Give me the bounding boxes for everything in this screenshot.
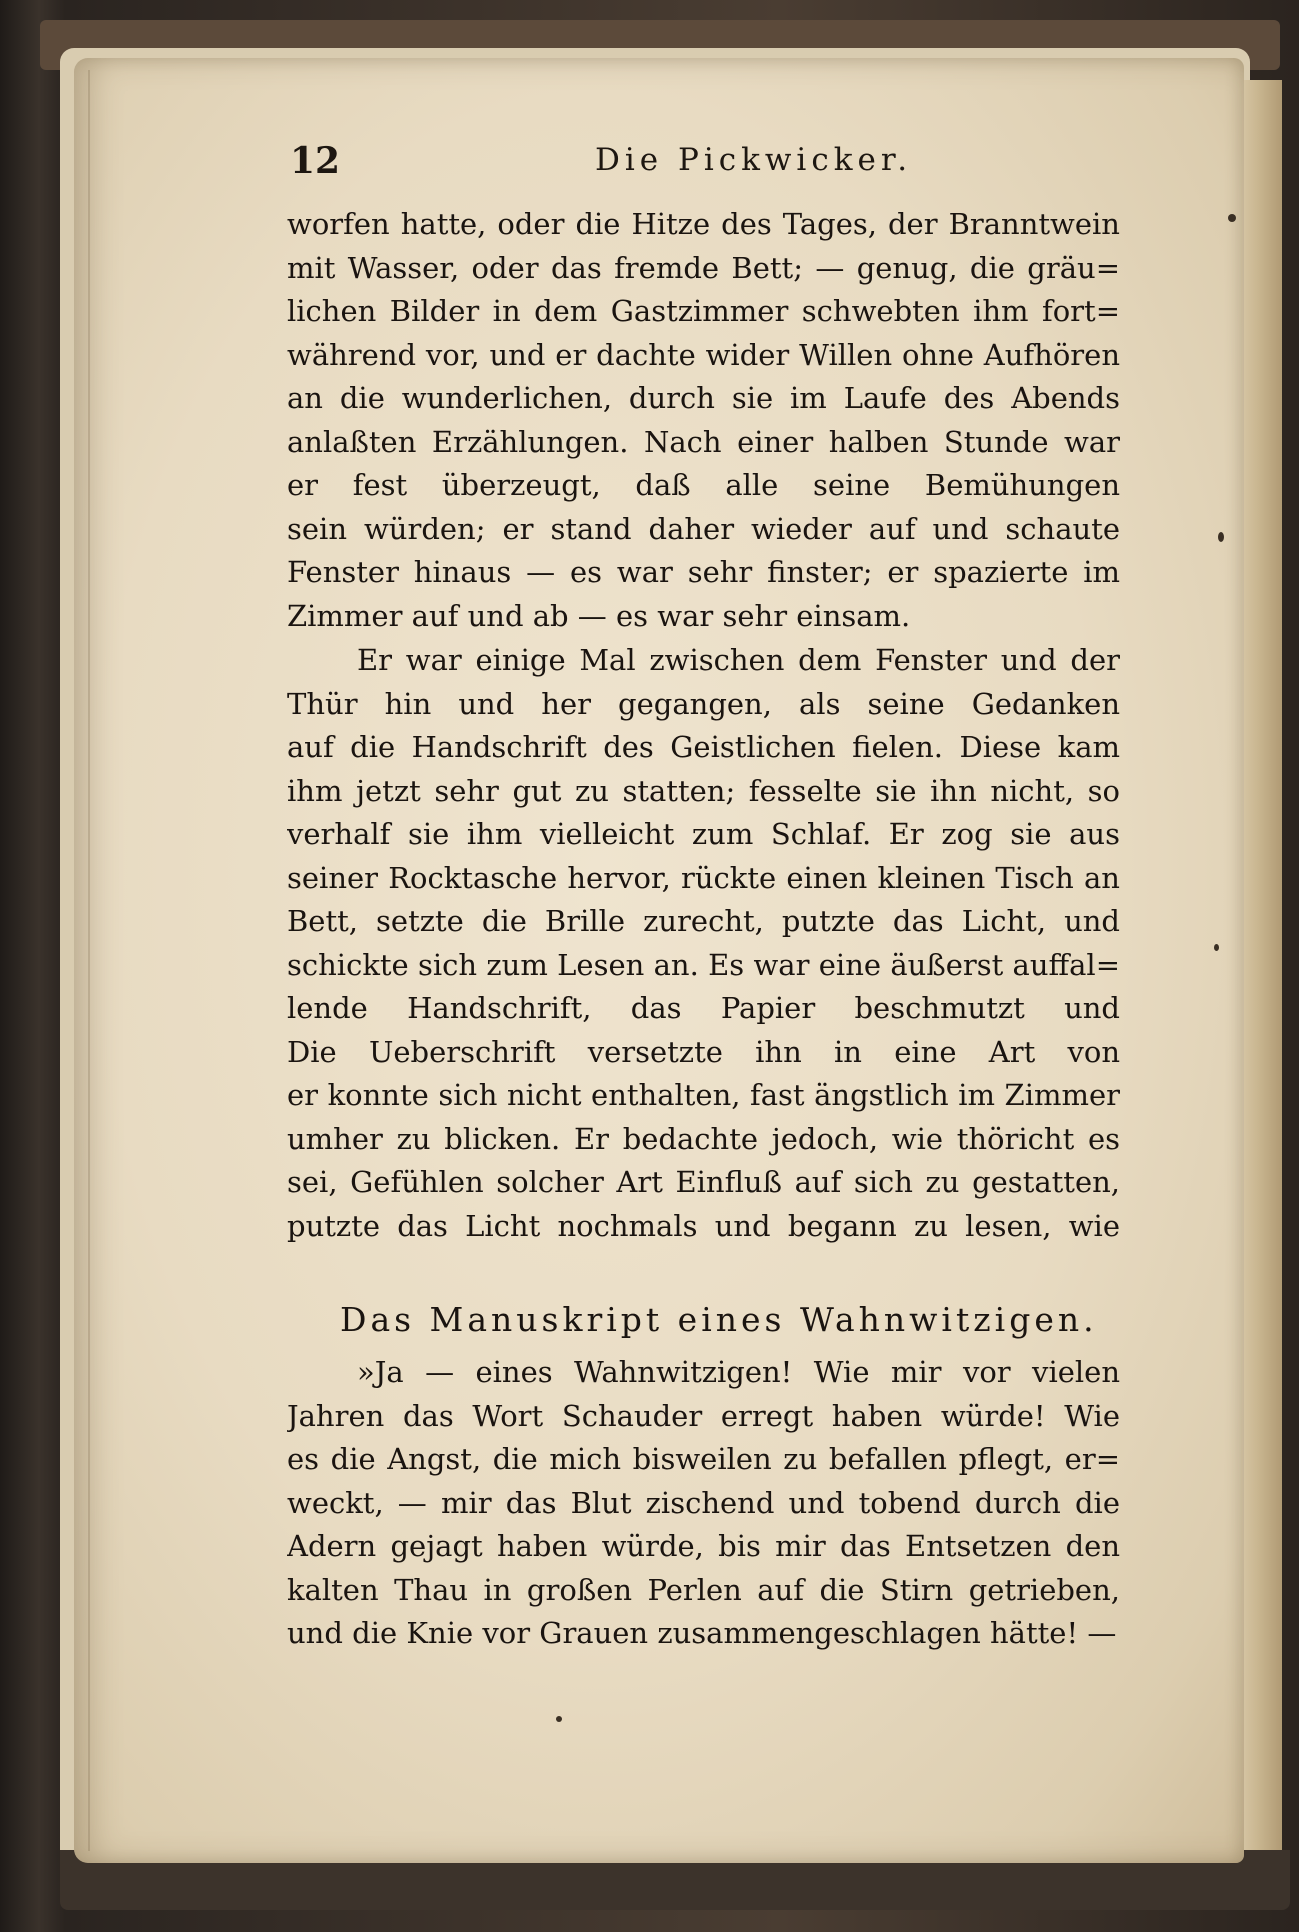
text-line: und die Knie vor Grauen zusammengeschlagen hätte! — [287,1616,1117,1650]
text-line: putzte das Licht nochmals und begann zu lesen, wie [287,1208,1120,1243]
text-line: lichen Bilder in dem Gastzimmer schwebten ihm fort= [287,294,1120,328]
paragraph-manuscript [287,1351,1120,1656]
text-line: Jahren das Wort Schauder erregt haben würde! Wie [287,1398,1120,1433]
text-line: Er war einige Mal zwischen dem Fenster und der [357,643,1120,677]
paper-speck [556,1716,562,1722]
paper-speck [1228,214,1236,222]
section-heading: Das Manuskript eines Wahnwitzigen. [340,1300,1098,1339]
text-line: verhalf sie ihm vielleicht zum Schlaf. Er zog sie aus [287,817,1120,851]
text-line: ihm jetzt sehr gut zu statten; fesselte sie ihn nicht, so [287,773,1120,808]
text-line: auf die Handschrift des Geistlichen fielen. Diese kam [287,730,1120,764]
text-line: Thür hin und her gegangen, als seine Gedanken [287,686,1120,721]
running-title: Die Pickwicker. [595,142,913,178]
text-line: er konnte sich nicht enthalten, fast ängstlich im Zimmer [287,1078,1120,1112]
page-header [290,140,1135,184]
text-line: lende Handschrift, das Papier beschmutzt und [287,991,1120,1025]
page-number: 12 [290,140,341,182]
text-line: anlaßten Erzählungen. Nach einer halben Stunde war [287,424,1120,459]
text-line: sei, Gefühlen solcher Art Einfluß auf sich zu gestatten, [287,1165,1120,1199]
text-line: Zimmer auf und ab — es war sehr einsam. [287,598,911,633]
text-line: es die Angst, die mich bisweilen zu befallen pflegt, er= [287,1442,1120,1476]
text-line: Bett, setzte die Brille zurecht, putzte das Licht, und [287,904,1120,938]
text-line: umher zu blicken. Er bedachte jedoch, wie thöricht es [287,1121,1120,1156]
text-line: an die wunderlichen, durch sie im Laufe des Abends [287,381,1120,415]
text-line: kalten Thau in großen Perlen auf die Stirn getrieben, [287,1572,1120,1607]
text-line: Fenster hinaus — es war sehr finster; er spazierte im [287,555,1120,589]
text-line: worfen hatte, oder die Hitze des Tages, der Branntwein [287,207,1120,241]
text-line: während vor, und er dachte wider Willen ohne Aufhören [287,337,1120,372]
text-line: »Ja — eines Wahnwitzigen! Wie mir vor vielen [357,1355,1120,1389]
paragraph-continued [287,203,1120,638]
text-line: Die Ueberschrift versetzte ihn in eine Art von [287,1034,1120,1069]
text-line: weckt, — mir das Blut zischend und tobend durch die [287,1485,1120,1520]
text-line: seiner Rocktasche hervor, rückte einen kleinen Tisch an [287,860,1120,895]
paper-speck [1218,532,1224,542]
text-line: er fest überzeugt, daß alle seine Bemühungen [287,468,1120,502]
text-line: schickte sich zum Lesen an. Es war eine äußerst auffal= [287,947,1120,982]
text-line: sein würden; er stand daher wieder auf und schaute [287,511,1120,546]
text-line: Adern gejagt haben würde, bis mir das Entsetzen den [287,1529,1120,1563]
text-line: mit Wasser, oder das fremde Bett; — genug, die gräu= [287,250,1120,285]
paper-speck [1214,944,1219,951]
paragraph-handwriting [287,639,1120,1248]
